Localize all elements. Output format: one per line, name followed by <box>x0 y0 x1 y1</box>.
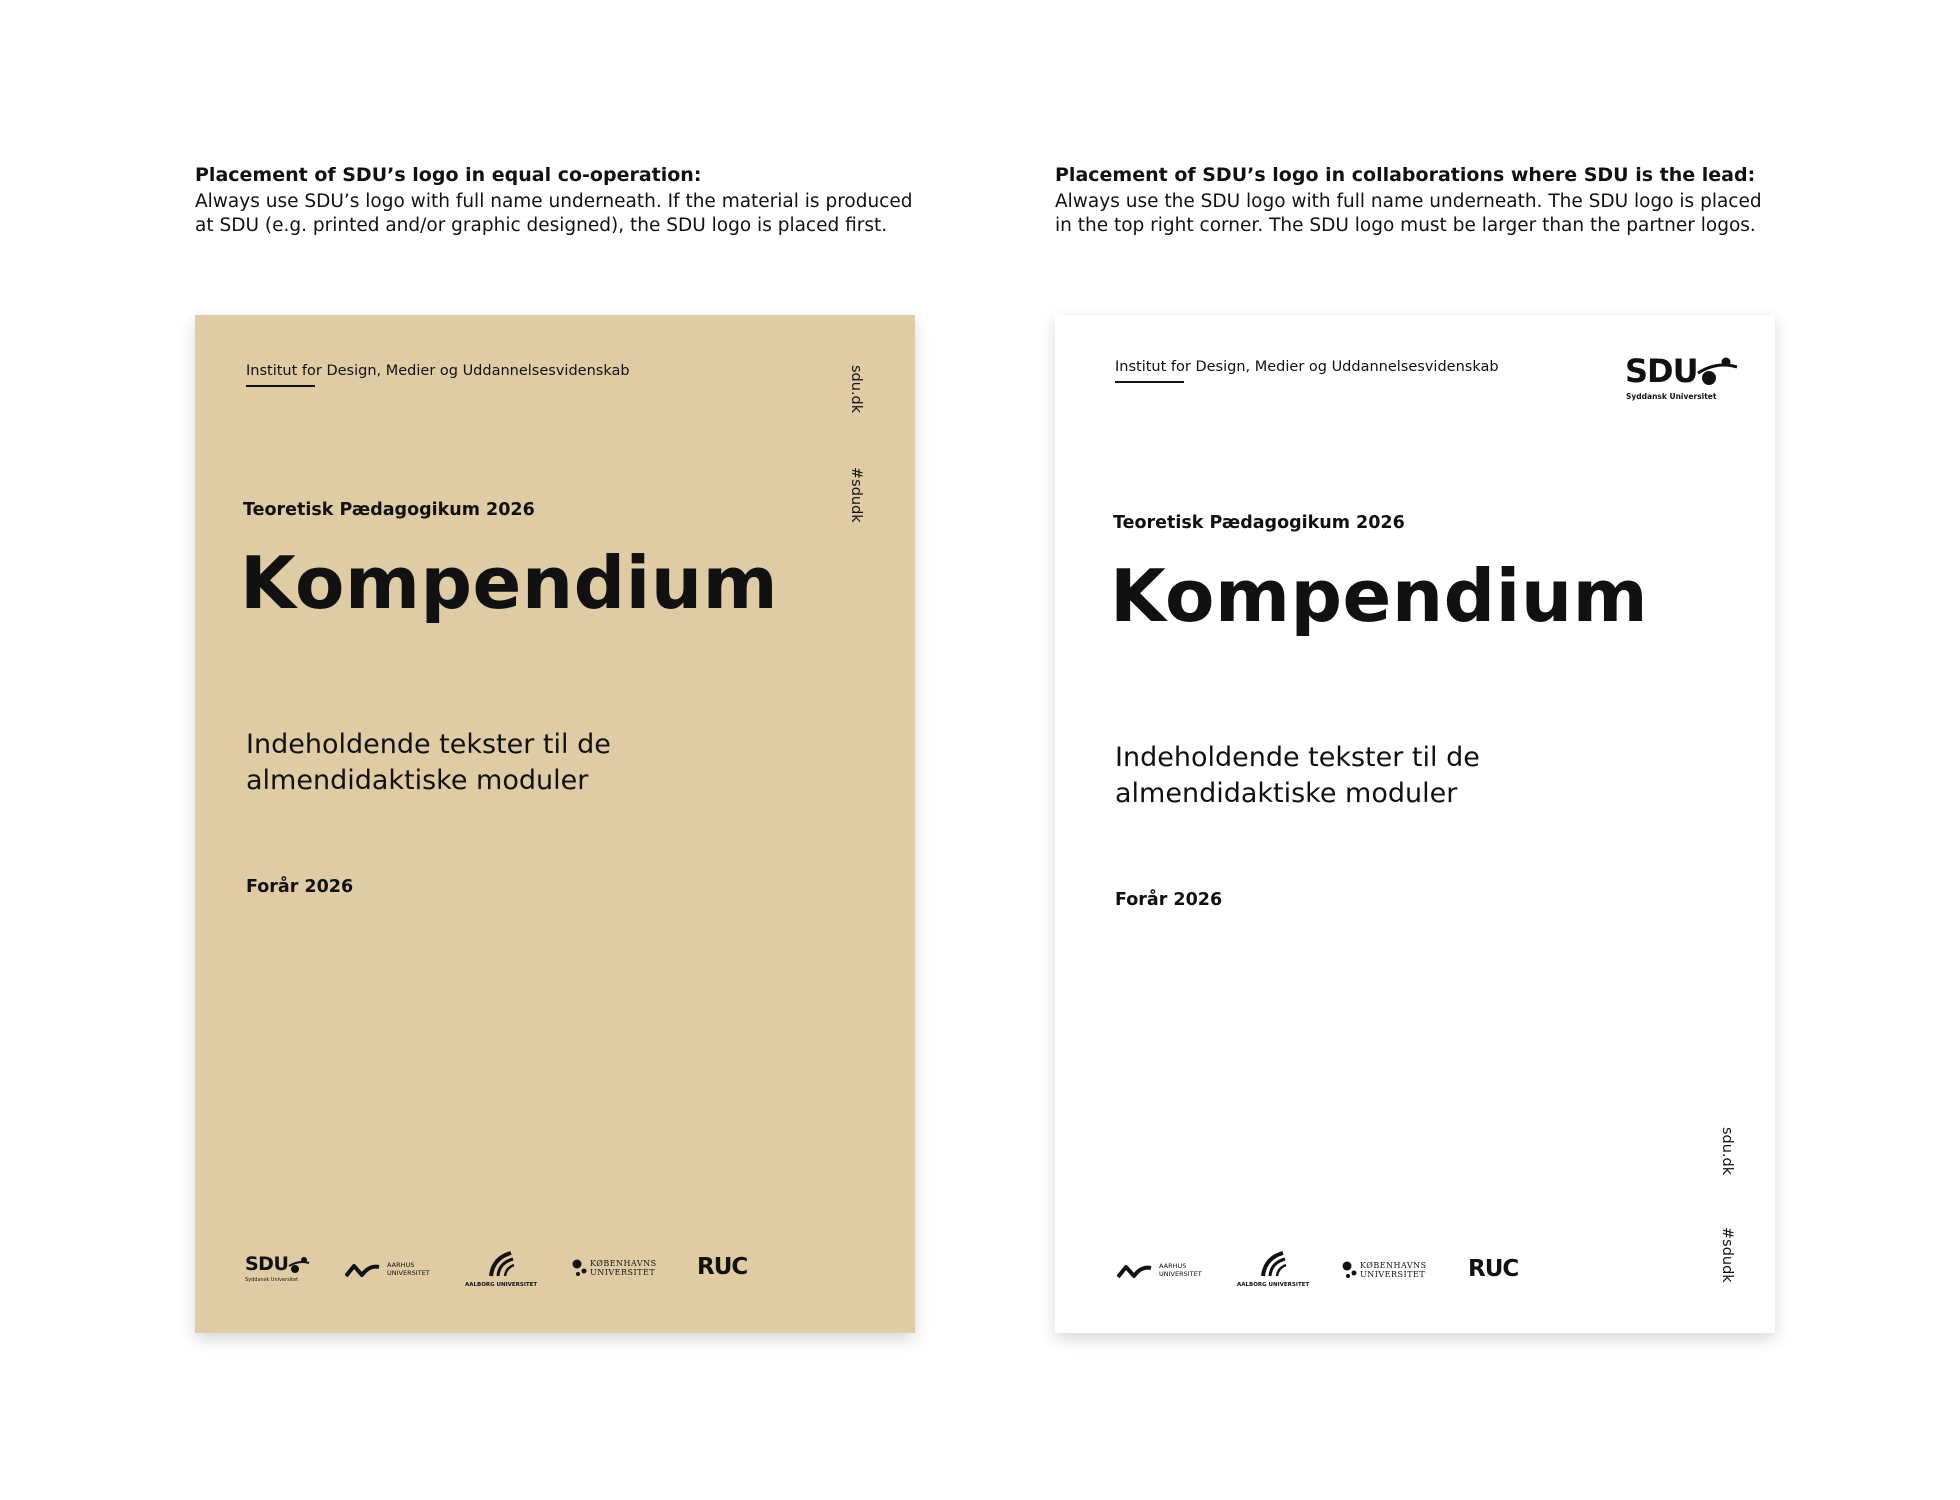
aalborg-name: AALBORG UNIVERSITET <box>1237 1282 1310 1288</box>
aarhus-logo <box>345 1259 435 1281</box>
institute-underline <box>1115 381 1184 383</box>
kobenhavn-line-2: UNIVERSITET <box>590 1268 656 1277</box>
sdu-full-name: Syddansk Universitet <box>245 1277 299 1283</box>
kobenhavn-line-1: KØBENHAVNS <box>590 1259 657 1268</box>
institute-underline <box>246 385 315 387</box>
kobenhavn-line-1: KØBENHAVNS <box>1360 1261 1427 1270</box>
aalborg-wave-icon <box>1259 1250 1289 1278</box>
institute-name: Institut for Design, Medier og Uddannelsesvidenskab <box>1115 359 1499 375</box>
cover-sdu-lead <box>1055 315 1775 1333</box>
aarhus-line-2: UNIVERSITET <box>387 1269 430 1277</box>
ruc-wordmark: RUC <box>697 1254 748 1280</box>
left-heading-body <box>195 190 955 238</box>
aalborg-name: AALBORG UNIVERSITET <box>465 1282 538 1288</box>
sdu-wordmark: SDU <box>245 1253 289 1275</box>
aalborg-logo <box>1237 1250 1313 1294</box>
kobenhavn-logo <box>1342 1260 1442 1284</box>
kobenhavn-logo <box>572 1258 672 1282</box>
aalborg-logo <box>465 1250 541 1294</box>
cover-equal-cooperation <box>195 315 915 1333</box>
cover-title: Kompendium <box>240 541 779 625</box>
aalborg-wave-icon <box>487 1250 517 1278</box>
kobenhavn-seal-icon <box>1342 1260 1358 1280</box>
aarhus-wave-icon <box>345 1261 381 1279</box>
cover-kicker: Teoretisk Pædagogikum 2026 <box>243 500 535 520</box>
left-body-line-2: at SDU (e.g. printed and/or graphic designed), the SDU logo is placed first. <box>195 215 888 236</box>
cover-kicker: Teoretisk Pædagogikum 2026 <box>1113 513 1405 533</box>
sdu-logo <box>245 1255 315 1291</box>
aarhus-wave-icon <box>1117 1262 1153 1280</box>
ruc-logo <box>697 1256 747 1280</box>
sdu-full-name: Syddansk Universitet <box>1626 392 1717 401</box>
aarhus-line-2: UNIVERSITET <box>1159 1270 1202 1278</box>
cover-subtitle <box>246 727 766 799</box>
left-body-line-1: Always use SDU’s logo with full name underneath. If the material is produced <box>195 191 913 212</box>
aarhus-line-1: AARHUS <box>387 1261 415 1269</box>
left-column-heading <box>195 162 955 238</box>
sdu-lead-logo <box>1625 352 1745 405</box>
institute-name: Institut for Design, Medier og Uddannelsesvidenskab <box>246 363 630 379</box>
cover-title: Kompendium <box>1110 554 1649 638</box>
ruc-wordmark: RUC <box>1468 1256 1519 1282</box>
side-hashtag: #sdudk <box>1719 1227 1735 1283</box>
sdu-fruit-icon <box>1695 357 1739 387</box>
subtitle-line-2: almendidaktiske moduler <box>246 765 589 796</box>
aarhus-logo <box>1117 1260 1207 1282</box>
sdu-wordmark: SDU <box>1625 352 1698 390</box>
subtitle-line-2: almendidaktiske moduler <box>1115 778 1458 809</box>
right-body-line-2: in the top right corner. The SDU logo must be larger than the partner logos. <box>1055 215 1756 236</box>
sdu-fruit-icon <box>287 1257 311 1275</box>
right-heading-title: Placement of SDU’s logo in collaborations where SDU is the lead: <box>1055 164 1756 186</box>
right-heading-body <box>1055 190 1855 238</box>
right-body-line-1: Always use the SDU logo with full name underneath. The SDU logo is placed <box>1055 191 1762 212</box>
cover-date: Forår 2026 <box>1115 890 1223 910</box>
right-column-heading <box>1055 162 1855 238</box>
aarhus-line-1: AARHUS <box>1159 1262 1187 1270</box>
cover-subtitle <box>1115 740 1635 812</box>
side-url: sdu.dk <box>1719 1127 1735 1176</box>
ruc-logo <box>1468 1258 1518 1282</box>
kobenhavn-seal-icon <box>572 1258 588 1278</box>
side-url: sdu.dk <box>848 365 864 414</box>
subtitle-line-1: Indeholdende tekster til de <box>1115 742 1480 773</box>
kobenhavn-line-2: UNIVERSITET <box>1360 1270 1426 1279</box>
subtitle-line-1: Indeholdende tekster til de <box>246 729 611 760</box>
side-hashtag: #sdudk <box>848 467 864 523</box>
cover-date: Forår 2026 <box>246 877 354 897</box>
left-heading-title: Placement of SDU’s logo in equal co-operation: <box>195 164 702 186</box>
